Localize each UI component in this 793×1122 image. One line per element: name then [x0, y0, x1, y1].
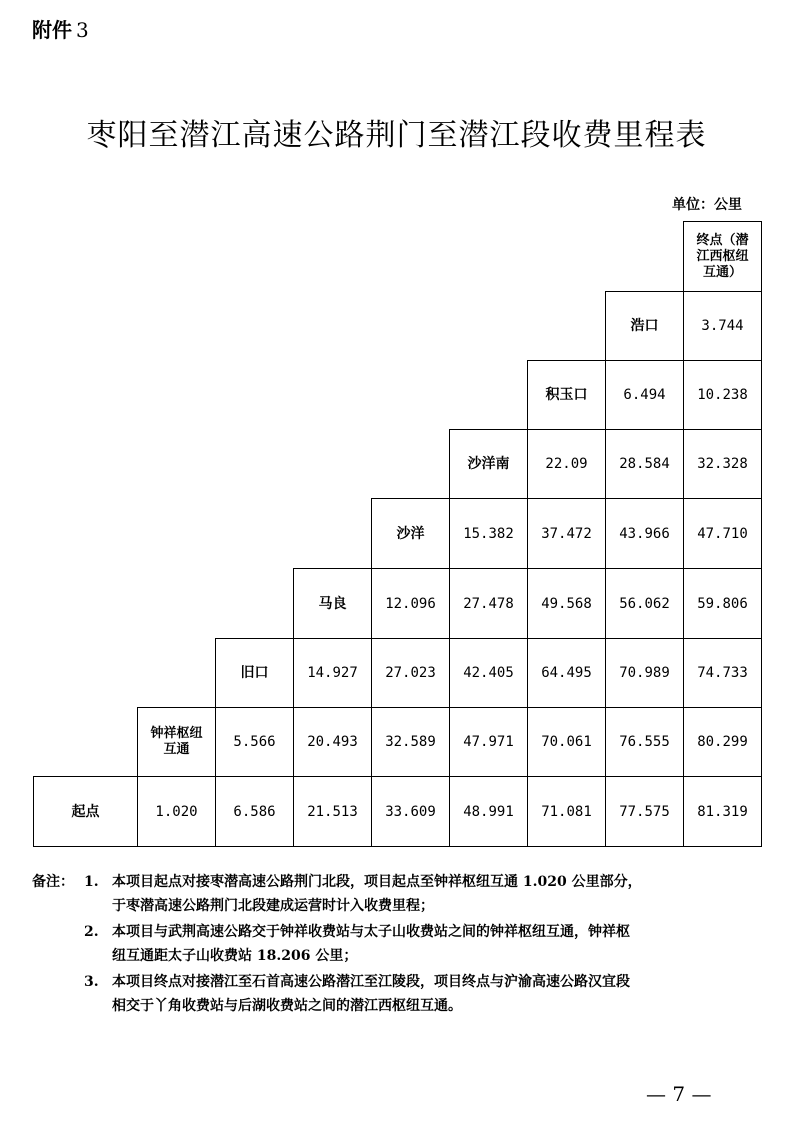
notes-prefix: 备注：: [32, 874, 74, 890]
unit-label: 单位：公里: [672, 197, 742, 213]
note-3-text-1: 本项目终点对接潜江至石首高速公路潜江至江陵段，项目终点与沪渝高速公路汉宜段: [112, 974, 630, 990]
mileage-cell: 74.733: [683, 638, 762, 708]
note-2-text-2: 纽互通距太子山收费站 18.206 公里；: [112, 948, 358, 964]
note-2-line-1: [32, 920, 768, 944]
row-label: 终点（潜江西枢纽互通）: [683, 221, 762, 292]
attachment-word: 附件: [32, 18, 72, 42]
attachment-label: [32, 14, 89, 43]
mileage-cell: 27.478: [449, 568, 528, 639]
notes-section: [32, 870, 768, 1018]
mileage-cell: 71.081: [527, 776, 606, 847]
page-number: — 7 —: [646, 1082, 712, 1106]
mileage-cell: 47.710: [683, 498, 762, 569]
mileage-cell: 32.589: [371, 707, 450, 777]
attachment-number: 3: [76, 18, 89, 42]
mileage-cell: 49.568: [527, 568, 606, 639]
row-label: 沙洋南: [449, 429, 528, 499]
mileage-cell: 37.472: [527, 498, 606, 569]
mileage-cell: 3.744: [683, 291, 762, 361]
mileage-cell: 76.555: [605, 707, 684, 777]
mileage-cell: 6.494: [605, 360, 684, 430]
mileage-cell: 1.020: [137, 776, 216, 847]
mileage-cell: 70.989: [605, 638, 684, 708]
mileage-cell: 14.927: [293, 638, 372, 708]
note-2-number: 2.: [84, 924, 99, 940]
row-label: 旧口: [215, 638, 294, 708]
mileage-cell: 70.061: [527, 707, 606, 777]
note-3-line-1: [32, 970, 768, 994]
row-label: 钟祥枢纽互通: [137, 707, 216, 777]
note-3-text-2: 相交于丫角收费站与后湖收费站之间的潜江西枢纽互通。: [112, 998, 462, 1014]
mileage-cell: 28.584: [605, 429, 684, 499]
mileage-cell: 6.586: [215, 776, 294, 847]
mileage-cell: 10.238: [683, 360, 762, 430]
mileage-cell: 33.609: [371, 776, 450, 847]
mileage-cell: 80.299: [683, 707, 762, 777]
note-2-text-1: 本项目与武荆高速公路交于钟祥收费站与太子山收费站之间的钟祥枢纽互通，钟祥枢: [112, 924, 630, 940]
mileage-cell: 5.566: [215, 707, 294, 777]
mileage-cell: 77.575: [605, 776, 684, 847]
row-label: 浩口: [605, 291, 684, 361]
mileage-cell: 81.319: [683, 776, 762, 847]
note-1-text-2: 于枣潜高速公路荆门北段建成运营时计入收费里程；: [112, 898, 434, 914]
note-1-line-1: [32, 870, 768, 894]
mileage-cell: 32.328: [683, 429, 762, 499]
note-1-number: 1.: [84, 874, 99, 890]
mileage-cell: 20.493: [293, 707, 372, 777]
note-3-number: 3.: [84, 974, 99, 990]
mileage-cell: 47.971: [449, 707, 528, 777]
mileage-cell: 22.09: [527, 429, 606, 499]
row-label: 沙洋: [371, 498, 450, 569]
row-label: 起点: [33, 776, 138, 847]
mileage-cell: 59.806: [683, 568, 762, 639]
mileage-cell: 43.966: [605, 498, 684, 569]
page-title: 枣阳至潜江高速公路荆门至潜江段收费里程表: [86, 118, 707, 153]
row-label: 积玉口: [527, 360, 606, 430]
note-2-line-2: [32, 944, 768, 970]
mileage-cell: 64.495: [527, 638, 606, 708]
mileage-cell: 21.513: [293, 776, 372, 847]
mileage-cell: 12.096: [371, 568, 450, 639]
mileage-cell: 15.382: [449, 498, 528, 569]
row-label: 马良: [293, 568, 372, 639]
note-3-line-2: [32, 994, 768, 1018]
mileage-cell: 56.062: [605, 568, 684, 639]
note-1-line-2: [32, 894, 768, 920]
mileage-cell: 42.405: [449, 638, 528, 708]
note-1-text-1: 本项目起点对接枣潜高速公路荆门北段，项目起点至钟祥枢纽互通 1.020 公里部分，: [112, 874, 642, 890]
mileage-cell: 48.991: [449, 776, 528, 847]
mileage-cell: 27.023: [371, 638, 450, 708]
